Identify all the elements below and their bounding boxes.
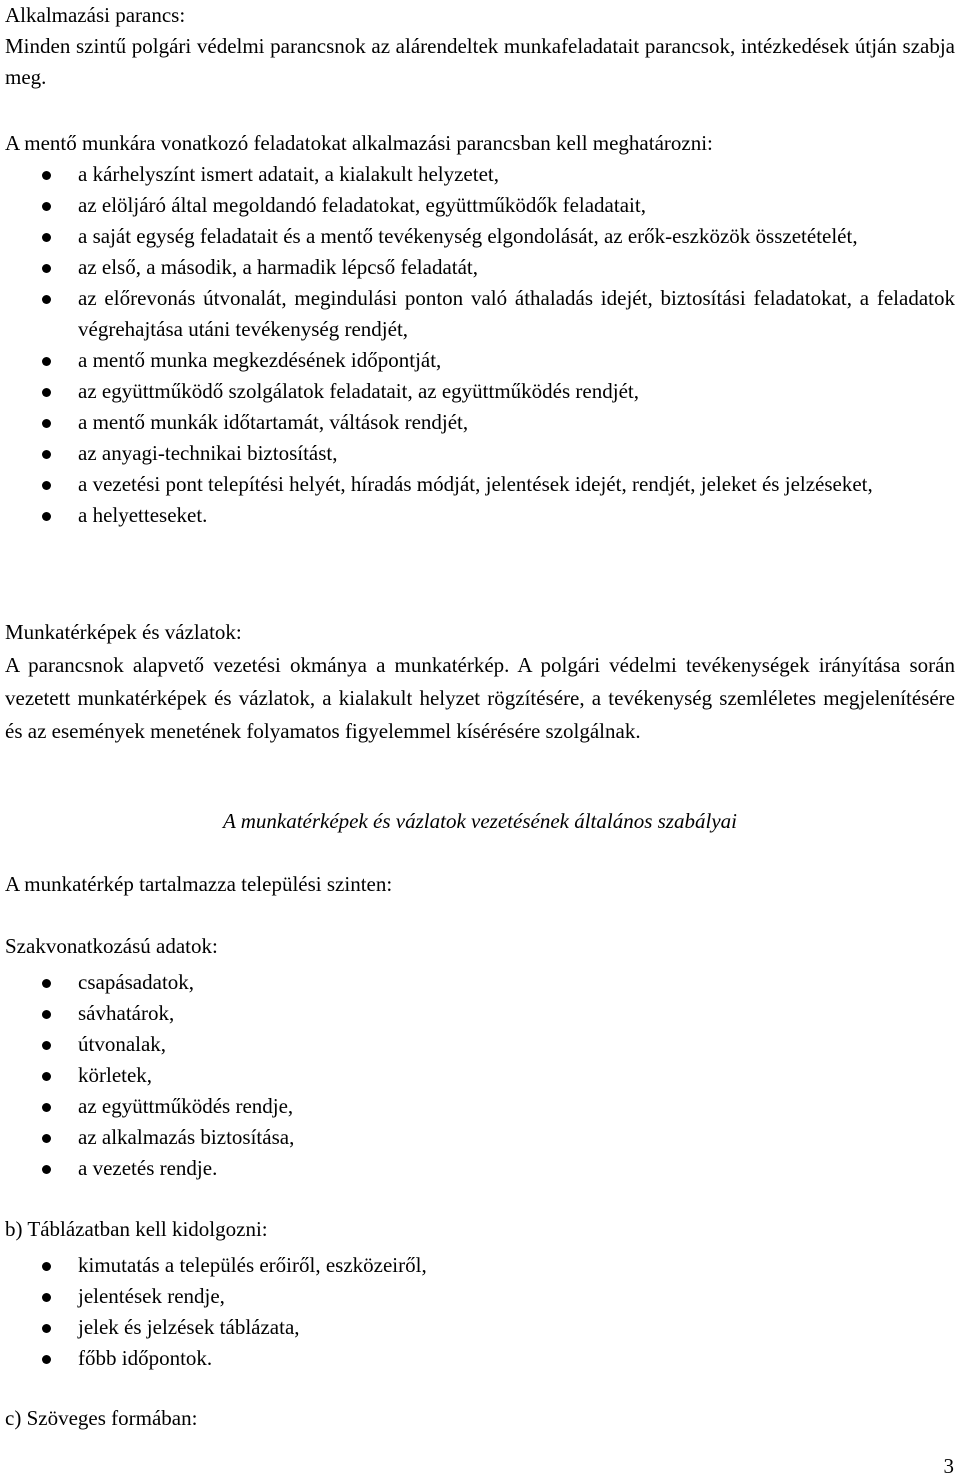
list-item: a mentő munka megkezdésének időpontját, [5,345,955,376]
bullet-icon [42,1165,51,1174]
list-item: az anyagi-technikai biztosítást, [5,438,955,469]
list-item: a helyetteseket. [5,500,955,531]
list-item: az alkalmazás biztosítása, [5,1122,955,1153]
bullet-icon [42,1072,51,1081]
list-item: az első, a második, a harmadik lépcső feladatát, [5,252,955,283]
paragraph: A parancsnok alapvető vezetési okmánya a munkatérkép. A polgári védelmi tevékenységek irányítása során vezetett munkatérképek és vázlatok, a kialakult helyzet rögzítésére, a tevékenység szemléletes megjelenítésére és az események menetének folyamatos figyelemmel kísérésére szolgálnak. [5,653,955,743]
bullet-icon [42,1010,51,1019]
section-heading: Szakvonatkozású adatok: [5,934,218,958]
list-item: útvonalak, [5,1029,955,1060]
bullet-icon [42,388,51,397]
page-number: 3 [943,1454,954,1478]
section-alkalmazasi-parancs [5,0,955,93]
list-item: a vezetés rendje. [5,1153,955,1184]
bullet-icon [42,512,51,521]
section-heading: b) Táblázatban kell kidolgozni: [5,1217,268,1241]
list-item: az előrevonás útvonalát, megindulási ponton való áthaladás idejét, biztosítási feladatokat, a feladatok végrehajtása utáni tevékenység rendjét, [5,283,955,345]
bullet-icon [42,481,51,490]
bullet-icon [42,1134,51,1143]
bullet-icon [42,1041,51,1050]
list-item: főbb időpontok. [5,1343,955,1374]
bullet-icon [42,419,51,428]
paragraph: A munkatérkép tartalmazza települési szinten: [5,872,393,896]
list-item: az együttműködés rendje, [5,1091,955,1122]
bullet-icon [42,979,51,988]
list-item: körletek, [5,1060,955,1091]
bullet-icon [42,1355,51,1364]
bullet-icon [42,1293,51,1302]
paragraph-intro: A mentő munkára vonatkozó feladatokat alkalmazási parancsban kell meghatározni: [5,131,713,155]
list-item: az elöljáró által megoldandó feladatokat, együttműködők feladatait, [5,190,955,221]
section-szakvonatkozasu-adatok [5,931,955,1184]
section-szoveges [5,1403,955,1434]
bullet-icon [42,171,51,180]
section-heading: Alkalmazási parancs: [5,3,186,27]
bullet-icon [42,295,51,304]
list-item: kimutatás a település erőiről, eszközeiről, [5,1250,955,1281]
bullet-icon [42,202,51,211]
list-item: csapásadatok, [5,967,955,998]
list-item: a saját egység feladatait és a mentő tevékenység elgondolását, az erők-eszközök összetételét, [5,221,955,252]
section-title: A munkatérképek és vázlatok vezetésének általános szabályai [223,809,737,833]
section-mento-munka [5,128,955,531]
section-heading: c) Szöveges formában: [5,1406,198,1430]
list-item: az együttműködő szolgálatok feladatait, az együttműködés rendjét, [5,376,955,407]
list-item: jelentések rendje, [5,1281,955,1312]
bullet-list [5,159,955,531]
bullet-list [5,1250,955,1374]
section-munkaterkepek [5,616,955,748]
list-item: jelek és jelzések táblázata, [5,1312,955,1343]
paragraph: Minden szintű polgári védelmi parancsnok az alárendeltek munkafeladatait parancsok, intézkedések útján szabja meg. [5,34,955,89]
bullet-icon [42,357,51,366]
section-telepulesi-szint [5,869,955,900]
section-tablazat [5,1214,955,1374]
bullet-icon [42,450,51,459]
section-heading: Munkatérképek és vázlatok: [5,620,242,644]
list-item: a kárhelyszínt ismert adatait, a kialakult helyzetet, [5,159,955,190]
list-item: sávhatárok, [5,998,955,1029]
bullet-icon [42,1262,51,1271]
bullet-icon [42,1103,51,1112]
bullet-icon [42,233,51,242]
bullet-icon [42,1324,51,1333]
bullet-list [5,967,955,1184]
list-item: a vezetési pont telepítési helyét, híradás módját, jelentések idejét, rendjét, jeleket és jelzéseket, [5,469,955,500]
bullet-icon [42,264,51,273]
list-item: a mentő munkák időtartamát, váltások rendjét, [5,407,955,438]
